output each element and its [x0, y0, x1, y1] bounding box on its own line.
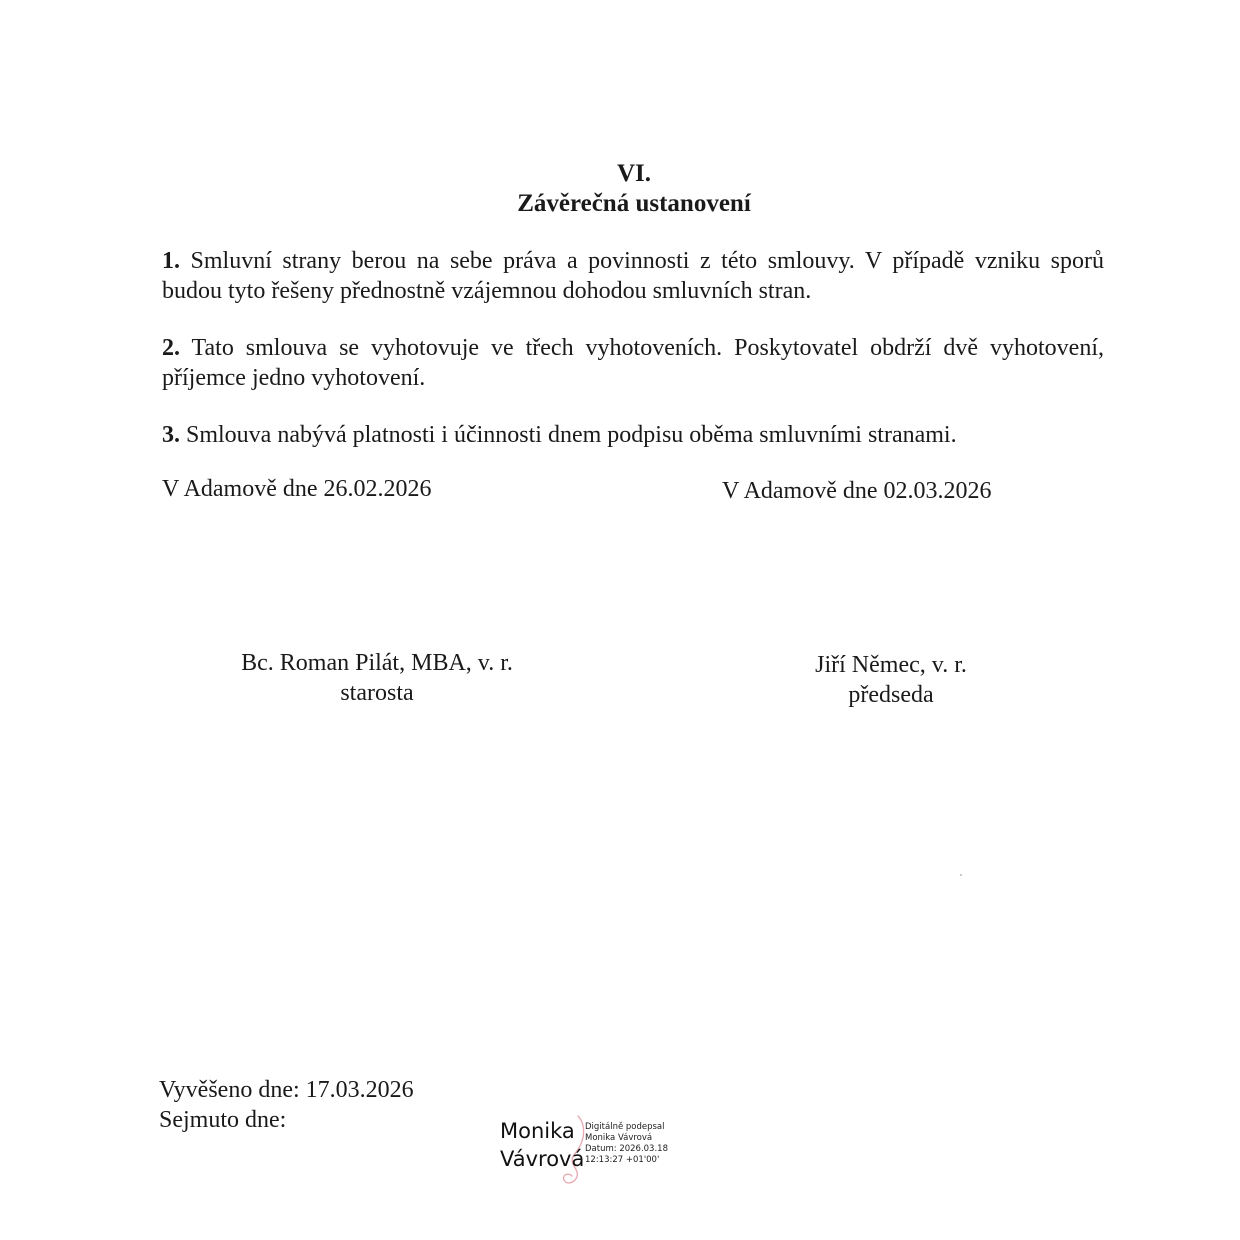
removed-date: Sejmuto dne:: [159, 1107, 287, 1133]
signer-left-name: Bc. Roman Pilát, MBA, v. r.: [241, 650, 513, 676]
signatory-first-name: Monika: [500, 1119, 575, 1143]
posted-date: Vyvěšeno dne: 17.03.2026: [159, 1077, 414, 1103]
signature-block-right: [800, 650, 982, 710]
signature-block-left: [232, 648, 522, 708]
scan-speck: [960, 874, 962, 876]
signature-detail-line-2: Monika Vávrová: [585, 1133, 653, 1143]
place-date-left: V Adamově dne 26.02.2026: [162, 476, 432, 502]
paragraph-2-text-line-2: příjemce jedno vyhotovení.: [162, 365, 426, 391]
paragraph-1-line-1: [162, 246, 1104, 276]
signatory-last-name: Vávrová: [500, 1147, 585, 1171]
place-date-right: V Adamově dne 02.03.2026: [722, 478, 992, 504]
paragraph-3: [162, 420, 1104, 450]
signature-detail-line-4: 12:13:27 +01'00': [585, 1155, 660, 1165]
signature-detail-line-3: Datum: 2026.03.18: [585, 1144, 668, 1154]
paragraph-2: [162, 333, 1104, 393]
digital-signature-stamp: [500, 1112, 700, 1187]
signatory-name: [500, 1117, 584, 1173]
section-number: VI.: [616, 160, 652, 187]
signer-right-name: Jiří Němec, v. r.: [815, 652, 967, 678]
paragraph-3-line-1: [162, 420, 1104, 450]
paragraph-1-text-line-2: budou tyto řešeny přednostně vzájemnou dohodou smluvních stran.: [162, 278, 812, 304]
signature-detail-line-1: Digitálně podepsal: [585, 1122, 665, 1132]
paragraph-2-number: 2.: [162, 335, 180, 361]
signature-details: [585, 1122, 668, 1166]
paragraph-2-line-1: [162, 333, 1104, 363]
paragraph-3-text-line-1: Smlouva nabývá platnosti i účinnosti dnem podpisu oběma smluvními stranami.: [186, 422, 957, 448]
paragraph-3-number: 3.: [162, 422, 180, 448]
paragraph-2-text-line-1: Tato smlouva se vyhotovuje ve třech vyhotoveních. Poskytovatel obdrží dvě vyhotovení,: [191, 335, 1104, 361]
paragraph-1: [162, 246, 1104, 306]
section-title: Závěrečná ustanovení: [517, 190, 751, 217]
paragraph-1-number: 1.: [162, 248, 180, 274]
paragraph-1-text-line-1: Smluvní strany berou na sebe práva a povinnosti z této smlouvy. V případě vzniku sporů: [190, 248, 1105, 274]
signer-left-role: starosta: [340, 680, 414, 706]
signer-right-role: předseda: [848, 682, 934, 708]
